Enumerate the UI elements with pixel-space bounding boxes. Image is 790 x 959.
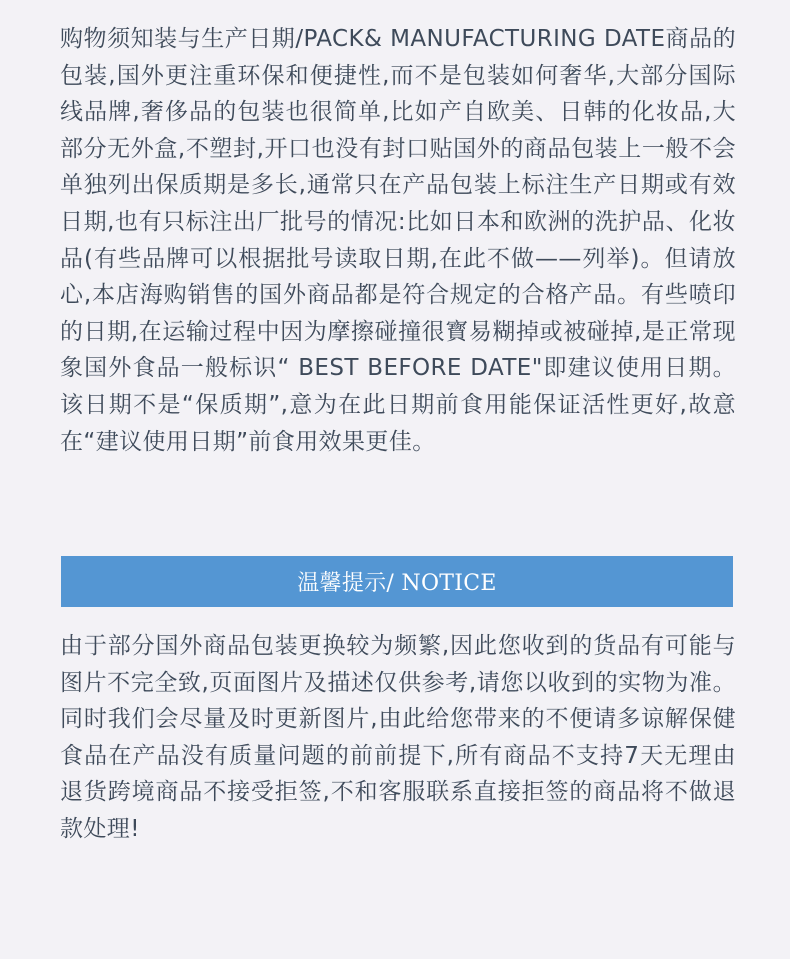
notice-paragraph: 由于部分国外商品包装更换较为频繁,因此您收到的货品有可能与图片不完全致,页面图片及描述仅供参考,请您以收到的实物为准。同时我们会尽量及时更新图片,由此给您带来的不便请多谅解保健食品在产品没有质量问题的前前提下,所有商品不支持7天无理由退货跨境商品不接受拒签,不和客服联系直接拒签的商品将不做退款处理!: [60, 633, 736, 842]
notice-banner: [61, 556, 733, 607]
notice-banner-title: 温馨提示/ NOTICE: [297, 571, 497, 596]
packaging-and-date-paragraph: 购物须知装与生产日期/PACK& MANUFACTURING DATE商品的包装,国外更注重环保和便捷性,而不是包装如何奢华,大部分国际线品牌,奢侈品的包装也很简单,比如产自欧美、日韩的化妆品,大部分无外盒,不塑封,开口也没有封口贴国外的商品包装上一般不会单独列出保质期是多长,通常只在产品包装上标注生产日期或有效日期,也有只标注出厂批号的情况:比如日本和欧洲的洗护品、化妆品(有些品牌可以根据批号读取日期,在此不做——列举)。但请放心,本店海购销售的国外商品都是符合规定的合格产品。有些喷印的日期,在运输过程中因为摩擦碰撞很寳易糊掉或被碰掉,是正常现象国外食品一般标识“ BEST BEFORE DATE"即建议使用日期。该日期不是“保质期”,意为在此日期前食用能保证活性更好,故意在“建议使用日期”前食用效果更佳。: [60, 26, 736, 455]
